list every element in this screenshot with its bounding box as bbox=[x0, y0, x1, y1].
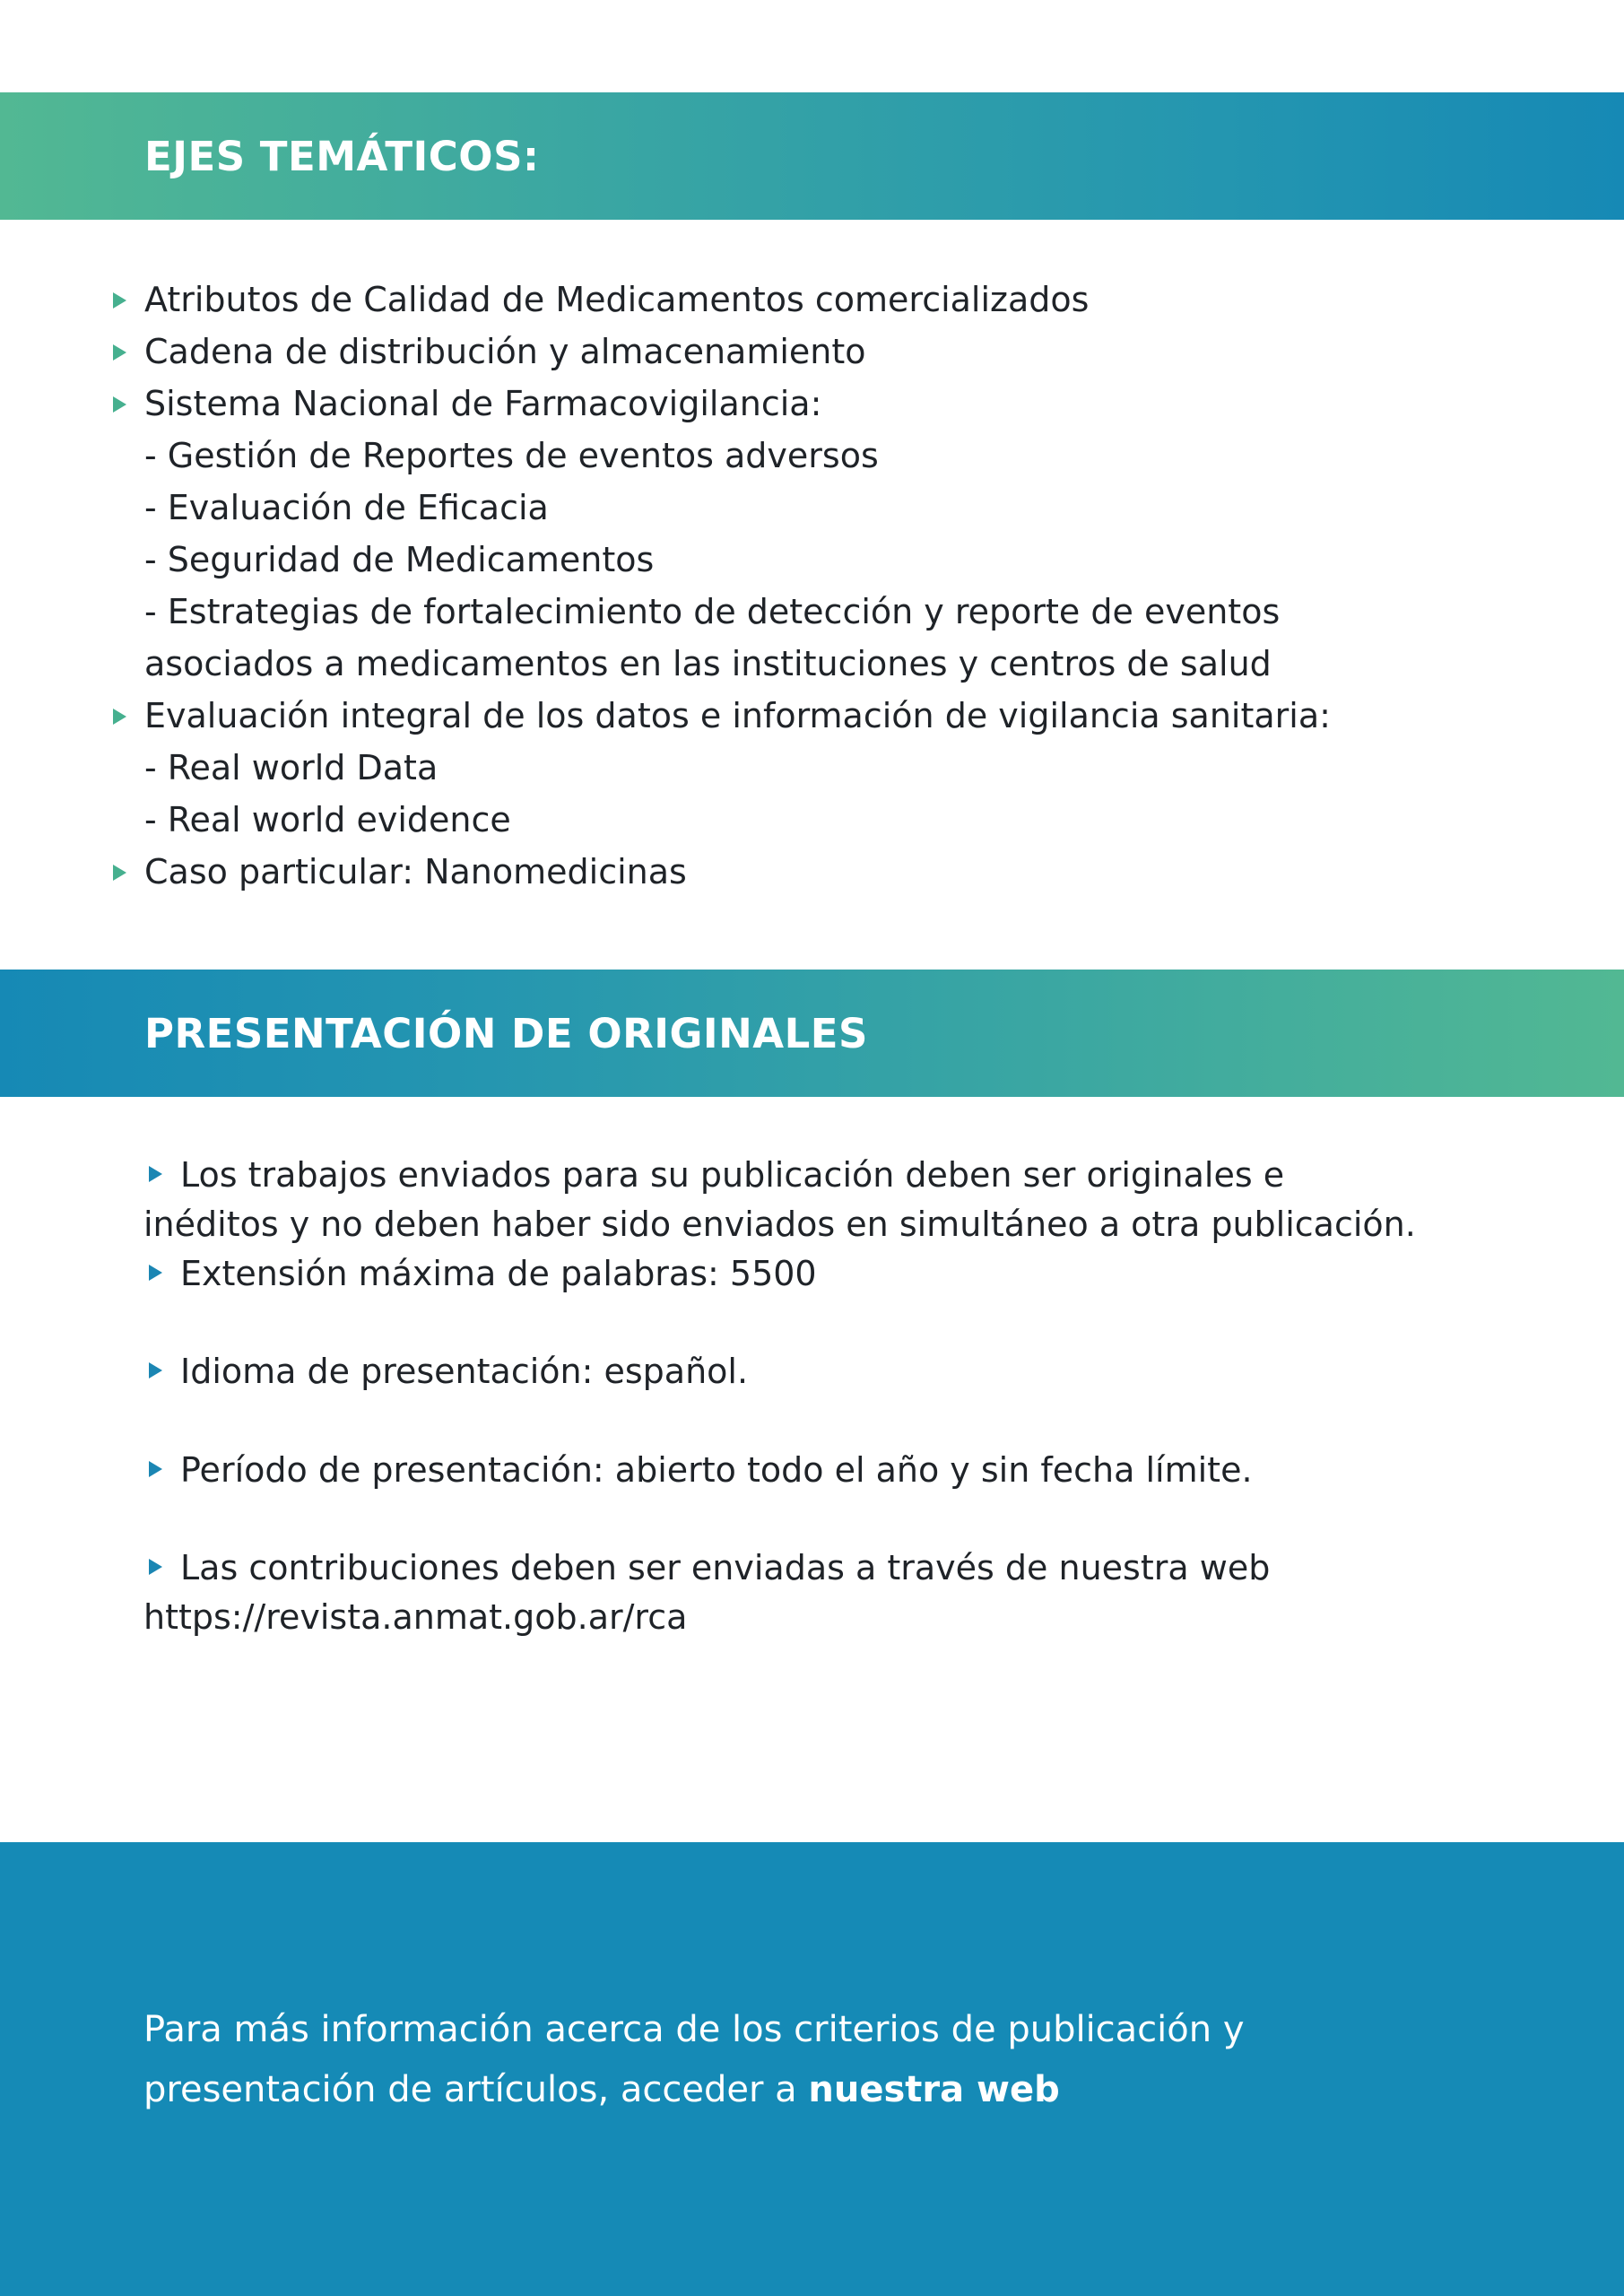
submission-item bbox=[143, 1446, 1542, 1495]
triangle-bullet-icon bbox=[149, 1461, 162, 1477]
theme-subitem bbox=[0, 534, 1624, 586]
triangle-bullet-icon bbox=[113, 292, 126, 309]
theme-subitem-text: - Real world evidence bbox=[144, 800, 511, 839]
theme-item-text: Atributos de Calidad de Medicamentos comercializados bbox=[144, 280, 1090, 319]
website-link[interactable]: nuestra web bbox=[808, 2069, 1060, 2110]
submission-heading: PRESENTACIÓN DE ORIGINALES bbox=[144, 1009, 868, 1057]
submission-item bbox=[143, 1347, 1542, 1396]
theme-item bbox=[0, 846, 1624, 898]
theme-item-text: Evaluación integral de los datos e información de vigilancia sanitaria: bbox=[144, 696, 1331, 735]
triangle-bullet-icon bbox=[149, 1166, 162, 1182]
theme-subitem bbox=[0, 430, 1624, 482]
theme-subitem-continuation bbox=[0, 638, 1624, 690]
theme-item-text: Sistema Nacional de Farmacovigilancia: bbox=[144, 384, 822, 423]
footer-line bbox=[143, 2060, 1542, 2120]
triangle-bullet-icon bbox=[149, 1362, 162, 1378]
submission-text: Los trabajos enviados para su publicación deben ser originales e bbox=[180, 1155, 1285, 1195]
submission-text: Período de presentación: abierto todo el año y sin fecha límite. bbox=[180, 1450, 1253, 1490]
triangle-bullet-icon bbox=[113, 709, 126, 725]
theme-subitem-text: - Real world Data bbox=[144, 748, 439, 787]
footer-line: Para más información acerca de los criterios de publicación y bbox=[143, 2009, 1245, 2050]
submission-text: Las contribuciones deben ser enviadas a través de nuestra web bbox=[180, 1548, 1271, 1587]
submission-line bbox=[143, 1347, 1542, 1396]
themes-heading: EJES TEMÁTICOS: bbox=[144, 132, 540, 180]
submission-text: inéditos y no deben haber sido enviados en simultáneo a otra publicación. bbox=[143, 1205, 1416, 1244]
theme-subitem-text: - Seguridad de Medicamentos bbox=[144, 540, 655, 579]
theme-subitem-text: - Evaluación de Eficacia bbox=[144, 488, 549, 527]
submission-line bbox=[143, 1249, 1542, 1299]
footer-text bbox=[143, 2000, 1542, 2120]
submission-line bbox=[143, 1151, 1542, 1200]
submission-line bbox=[143, 1544, 1542, 1593]
theme-item bbox=[0, 378, 1624, 430]
theme-item-text: Caso particular: Nanomedicinas bbox=[144, 852, 687, 891]
submission-text: Extensión máxima de palabras: 5500 bbox=[180, 1254, 817, 1293]
triangle-bullet-icon bbox=[149, 1265, 162, 1281]
theme-item bbox=[0, 274, 1624, 326]
triangle-bullet-icon bbox=[113, 344, 126, 361]
triangle-bullet-icon bbox=[113, 865, 126, 881]
themes-list bbox=[0, 274, 1624, 898]
theme-subitem bbox=[0, 742, 1624, 794]
submission-line bbox=[143, 1446, 1542, 1495]
theme-subitem-text: - Gestión de Reportes de eventos adversos bbox=[144, 436, 879, 475]
submission-text: Idioma de presentación: español. bbox=[180, 1352, 749, 1391]
theme-subitem-text: asociados a medicamentos en las instituciones y centros de salud bbox=[144, 644, 1272, 683]
submission-banner bbox=[0, 970, 1624, 1097]
theme-subitem bbox=[0, 482, 1624, 534]
theme-subitem-text: - Estrategias de fortalecimiento de detección y reporte de eventos bbox=[144, 592, 1281, 631]
theme-subitem bbox=[0, 794, 1624, 846]
themes-banner bbox=[0, 92, 1624, 220]
submission-item bbox=[143, 1249, 1542, 1299]
theme-subitem bbox=[0, 586, 1624, 638]
triangle-bullet-icon bbox=[113, 396, 126, 413]
submission-item bbox=[143, 1151, 1542, 1249]
theme-item-text: Cadena de distribución y almacenamiento bbox=[144, 332, 866, 371]
theme-item bbox=[0, 690, 1624, 742]
footer-line-prefix: presentación de artículos, acceder a bbox=[143, 2069, 809, 2110]
submission-url[interactable]: https://revista.anmat.gob.ar/rca bbox=[143, 1597, 688, 1637]
triangle-bullet-icon bbox=[149, 1559, 162, 1575]
submission-item bbox=[143, 1544, 1542, 1642]
theme-item bbox=[0, 326, 1624, 378]
